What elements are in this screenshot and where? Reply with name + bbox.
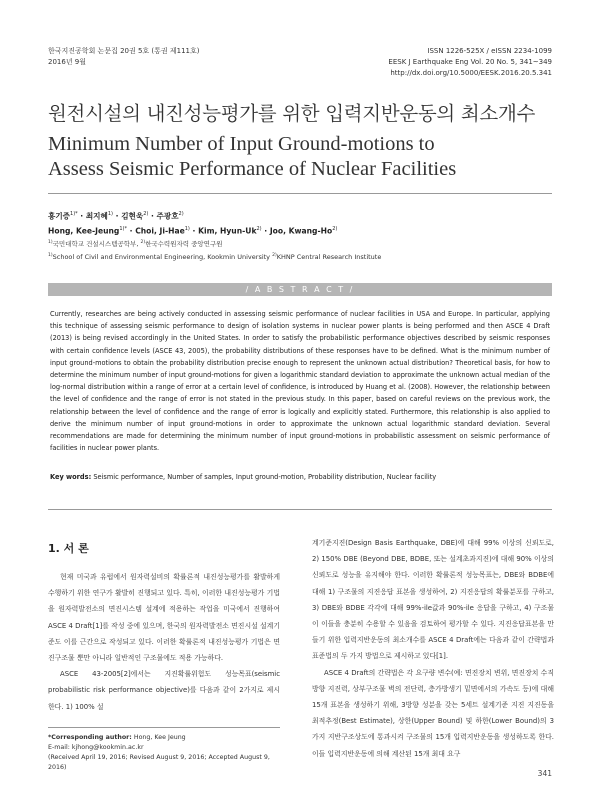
journal-name-ko: 한국지진공학회 논문집 20권 5호 (통권 제111호) [48, 47, 200, 55]
author-ko-3-sup: 2) [143, 211, 149, 217]
affil-ko-1: 국민대학교 건설시스템공학부, [52, 240, 139, 249]
affil-ko-sup-2: 2) [140, 240, 146, 246]
body-paragraph: 현재 미국과 유럽에서 원자력설비의 확률론적 내진성능평가를 활발하게 수행하기 위한 연구가 활발히 진행되고 있다. 특히, 이러한 내진성능평가 기법을 원자력발전소의 면진시스템 설계에 적용하는 작업을 미국에서 진행하여 ASCE 4 Draft[1]를 작성 중에 있으며, 한국의 원자력발전소 면진시설 설계기준도 이를 근간으로 작성되고 있다. 이러한 확률론적 내진성능평가 기법은 면진구조물 뿐만 아니라 일반적인 구조물에도 적용 가능하다. [48, 573, 280, 663]
corresponding-label: *Corresponding author: [48, 734, 132, 741]
keywords-text: Seismic performance, Number of samples, Input ground-motion, Probability distribution, Nuclear facility [93, 473, 437, 481]
author-ko-3: 김현욱 [121, 211, 144, 221]
body-paragraph: ASCE 43-2005[2]에서는 지진확률위험도 성능목표(seismic probabilistic risk performance objective)를 다음과 같이 2가지로 제시한다. 1) 100% 설 [48, 670, 280, 711]
author-ko-1-sup: 1)* [70, 211, 78, 217]
author-ko-1: 홍기증 [48, 211, 71, 221]
affil-ko-sup-1: 1) [48, 240, 53, 246]
author-en-3: Kim, Hyun-Uk [198, 226, 257, 236]
body-column-right [312, 535, 554, 762]
author-en-4-sup: 2) [332, 225, 338, 232]
author-en-1: Hong, Kee-Jeung [48, 226, 120, 236]
page-header [48, 46, 552, 80]
keywords-label: Key words: [50, 473, 92, 481]
body-column-left [48, 540, 280, 715]
page-number: 341 [537, 769, 552, 778]
body-paragraph: ASCE 4 Draft의 간략법은 각 요구량 변수(예: 면진장치 변위, 면진장치 수직방향 지진력, 상부구조물 벽의 전단력, 층가방생기 밑면에서의 가속도 등)에 대해 15개 표본을 생성하기 위해, 3방향 성분을 갖는 5세트 설계기준 지진 지진동을 최적추정(Best Estimate), 상한(Upper Bound) 및 하한(Lower Bound)의 3가지 지반구조상도에 통과시켜 구조물의 15개 입력지반운동을 생성하도록 한다. 이들 입력지반운동에 의해 계산된 15개 최대 요구 [312, 668, 554, 758]
author-en-2: Choi, Ji-Hae [135, 226, 185, 236]
abstract-heading-bar: / A B S T R A C T / [48, 283, 552, 296]
affil-en-1: School of Civil and Environmental Engineering, Kookmin University [52, 253, 271, 262]
correspondence-footnote [48, 727, 280, 773]
author-en-3-sup: 2) [256, 225, 262, 232]
affiliation-english [48, 250, 552, 263]
abstract-text: Currently, researches are being actively conducted in assessing seismic performance of nuclear facilities in USA and Europe. In particular, applying this technique of assessing seismic performance to design of isolation systems in nuclear power plants is being performed and then ASCE 4 Draft (2013) is being revised accordingly in the United States. In order to satisfy the probabilistic performance objectives described by seismic responses with certain confidence levels (ASCE 43, 2005), the probability distributions of these responses have to be defined. What is the minimum number of input ground-motions to obtain the probability distribution precise enough to represent the unknown actual distribution? Theoretical basis, for how to determine the minimum number of input ground-motions for given a logarithmic standard deviation to approximate the unknown actual median of the log-normal distribution within a range of error at a certain level of confidence, is introduced by Huang et al. (2008). However, the relationship between the level of confidence and the range of error is not stated in the previous study. In this paper, based on careful reviews on the previous work, the relationship between the level of confidence and the range of error is logically and explicitly stated. Furthermore, this relationship is also applied to derive the minimum number of input ground-motions in order to approximate the unknown actual logarithmic standard deviation. Several recommendations are made for determining the minimum number of input ground-motions in probabilistic assessment on seismic performance of facilities in nuclear power plants. [50, 310, 550, 453]
author-en-4: Joo, Kwang-Ho [269, 226, 333, 236]
issn: ISSN 1226-525X / eISSN 2234-1099 [427, 47, 552, 55]
author-en-2-sup: 1) [184, 225, 190, 232]
header-right [388, 46, 552, 79]
keywords-line [50, 473, 550, 481]
received-dates: (Received April 19, 2016; Revised August 9, 2016; Accepted August 9, 2016) [48, 754, 270, 771]
title-korean: 원전시설의 내진성능평가를 위한 입력지반운동의 최소개수 [48, 102, 536, 125]
title-english: Minimum Number of Input Ground-motions to Assess Seismic Performance of Nuclear Facilities [48, 133, 457, 180]
affil-en-sup-2: 2) [272, 253, 277, 259]
journal-name-en: EESK J Earthquake Eng Vol. 20 No. 5, 341~349 [388, 58, 552, 66]
corresponding-email[interactable]: E-mail: kjhong@kookmin.ac.kr [48, 744, 144, 751]
affil-ko-2: 한국수력원자력 중앙연구원 [145, 240, 223, 249]
divider-top [48, 193, 552, 194]
authors-korean: 홍기증$^{1)*}$ · 최지혜$^{1)}$ · 김현욱$^{2)}$ · 주광호$^{2)}$ [48, 211, 184, 221]
affil-en-2: KHNP Central Research Institute [276, 253, 382, 262]
author-ko-2: 최지혜 [85, 211, 108, 221]
doi-link[interactable]: http://dx.doi.org/10.5000/EESK.2016.20.5.341 [390, 69, 552, 77]
author-ko-4-sup: 2) [178, 211, 184, 217]
header-left [48, 46, 200, 68]
author-en-1-sup: 1)* [119, 225, 128, 232]
body-paragraph: 계기준지진(Design Basis Earthquake, DBE)에 대해 99% 이상의 신뢰도로, 2) 150% DBE (Beyond DBE, BDBE, 또는 설계초과지진)에 대해 90% 이상의 신뢰도로 성능을 유지해야 한다. 이러한 확률론적 성능목표는, DBE와 BDBE에 대해 1) 구조물의 지진응답 표본을 생성하여, 2) 지진응답의 확률분포를 구하고, 3) DBE와 BDBE 각각에 대해 99%-ile값과 90%-ile 응답을 구하고, 4) 구조물이 이들을 충분히 수용할 수 있음을 검토하여 평가할 수 있다. 지진응답표본을 만들기 위한 입력지반운동의 최소개수를 ASCE 4 Draft에는 다음과 같이 간략법과 표준법의 두 가지 방법으로 제시하고 있다[1]. [312, 539, 554, 661]
affiliation-korean [48, 237, 552, 250]
author-ko-4: 주광호 [156, 211, 179, 221]
divider-middle [48, 509, 552, 510]
author-block [48, 208, 552, 263]
affil-en-sup-1: 1) [48, 253, 53, 259]
author-ko-2-sup: 1) [107, 211, 113, 217]
issue-date-ko: 2016년 9월 [48, 58, 87, 66]
section-title-introduction: 1. 서 론 [48, 542, 89, 555]
authors-english: Hong, Kee-Jeung$^{1)*}$ · Choi, Ji-Hae$^{1)}$ · Kim, Hyun-$Uk^{2)}$ · Joo, Kwang-Ho$^{2)}$ [48, 225, 338, 236]
corresponding-name: Hong, Kee Jeung [133, 734, 186, 741]
